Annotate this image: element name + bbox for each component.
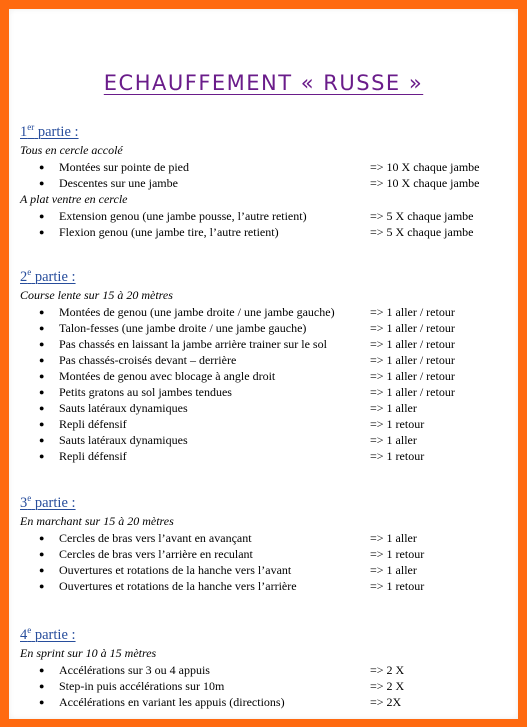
section-number-suffix: e bbox=[27, 267, 32, 277]
exercise-repetition: => 2 X bbox=[370, 679, 405, 693]
section-number-suffix: e bbox=[27, 625, 32, 635]
list-item bbox=[9, 546, 518, 562]
exercise-name: Montées sur pointe de pied bbox=[59, 160, 189, 174]
list-item bbox=[9, 208, 518, 224]
exercise-repetition: => 1 retour bbox=[370, 449, 425, 463]
exercise-name: Accélérations en variant les appuis (directions) bbox=[59, 695, 285, 709]
exercise-repetition: => 1 aller bbox=[370, 433, 417, 447]
exercise-name: Talon-fesses (une jambe droite / une jambe gauche) bbox=[59, 321, 307, 335]
bullet-icon: ● bbox=[39, 178, 45, 188]
exercise-name: Pas chassés en laissant la jambe arrière trainer sur le sol bbox=[59, 337, 327, 351]
bullet-icon: ● bbox=[39, 533, 45, 543]
bullet-icon: ● bbox=[39, 355, 45, 365]
exercise-repetition: => 2 X bbox=[370, 663, 405, 677]
list-item bbox=[9, 400, 518, 416]
section-heading bbox=[20, 493, 76, 512]
list-item bbox=[9, 175, 518, 191]
section-word: partie : bbox=[31, 626, 76, 643]
exercise-name: Pas chassés-croisés devant – derrière bbox=[59, 353, 237, 367]
exercise-name: Extension genou (une jambe pousse, l’autre retient) bbox=[59, 209, 307, 223]
exercise-name: Sauts latéraux dynamiques bbox=[59, 433, 188, 447]
section-word: partie : bbox=[31, 268, 76, 285]
section-heading bbox=[20, 122, 79, 141]
bullet-icon: ● bbox=[39, 307, 45, 317]
exercise-name: Ouvertures et rotations de la hanche vers l’avant bbox=[59, 563, 292, 577]
exercise-name: Montées de genou avec blocage à angle droit bbox=[59, 369, 276, 383]
exercise-repetition: => 1 aller / retour bbox=[370, 337, 455, 351]
document-page bbox=[9, 9, 518, 719]
bullet-icon: ● bbox=[39, 697, 45, 707]
bullet-icon: ● bbox=[39, 339, 45, 349]
exercise-name: Montées de genou (une jambe droite / une jambe gauche) bbox=[59, 305, 335, 319]
list-item bbox=[9, 530, 518, 546]
exercise-repetition: => 1 aller bbox=[370, 401, 417, 415]
list-item bbox=[9, 662, 518, 678]
list-item bbox=[9, 432, 518, 448]
list-item bbox=[9, 336, 518, 352]
exercise-repetition: => 1 aller bbox=[370, 531, 417, 545]
list-item bbox=[9, 416, 518, 432]
list-item bbox=[9, 368, 518, 384]
bullet-icon: ● bbox=[39, 162, 45, 172]
bullet-icon: ● bbox=[39, 451, 45, 461]
bullet-icon: ● bbox=[39, 419, 45, 429]
exercise-repetition: => 1 aller / retour bbox=[370, 305, 455, 319]
list-item bbox=[9, 159, 518, 175]
section-heading bbox=[20, 267, 76, 286]
section-subtitle: En marchant sur 15 à 20 mètres bbox=[20, 514, 174, 528]
exercise-repetition: => 1 aller bbox=[370, 563, 417, 577]
list-item bbox=[9, 224, 518, 240]
exercise-name: Repli défensif bbox=[59, 417, 127, 431]
exercise-name: Ouvertures et rotations de la hanche vers l’arrière bbox=[59, 579, 297, 593]
exercise-repetition: => 5 X chaque jambe bbox=[370, 225, 474, 239]
exercise-name: Step-in puis accélérations sur 10m bbox=[59, 679, 225, 693]
section-heading bbox=[20, 625, 76, 644]
exercise-name: Accélérations sur 3 ou 4 appuis bbox=[59, 663, 210, 677]
exercise-repetition: => 2X bbox=[370, 695, 402, 709]
exercise-name: Descentes sur une jambe bbox=[59, 176, 178, 190]
section-number: 3 bbox=[20, 494, 28, 511]
exercise-repetition: => 1 aller / retour bbox=[370, 321, 455, 335]
section-subtitle: Tous en cercle accolé bbox=[20, 143, 123, 157]
bullet-icon: ● bbox=[39, 323, 45, 333]
bullet-icon: ● bbox=[39, 549, 45, 559]
section-number-suffix: e bbox=[27, 493, 32, 503]
section-number-suffix: er bbox=[27, 122, 35, 132]
list-item bbox=[9, 384, 518, 400]
list-item bbox=[9, 578, 518, 594]
bullet-icon: ● bbox=[39, 371, 45, 381]
exercise-name: Petits gratons au sol jambes tendues bbox=[59, 385, 232, 399]
section-subtitle: En sprint sur 10 à 15 mètres bbox=[20, 646, 157, 660]
exercise-repetition: => 1 aller / retour bbox=[370, 369, 455, 383]
exercise-repetition: => 10 X chaque jambe bbox=[370, 176, 480, 190]
exercise-name: Flexion genou (une jambe tire, l’autre retient) bbox=[59, 225, 279, 239]
bullet-icon: ● bbox=[39, 665, 45, 675]
section-word: partie : bbox=[34, 123, 79, 140]
bullet-icon: ● bbox=[39, 211, 45, 221]
exercise-repetition: => 1 aller / retour bbox=[370, 385, 455, 399]
page-title bbox=[9, 71, 518, 95]
list-item bbox=[9, 694, 518, 710]
exercise-repetition: => 1 retour bbox=[370, 579, 425, 593]
section-number: 1 bbox=[20, 123, 28, 140]
bullet-icon: ● bbox=[39, 565, 45, 575]
exercise-name: Repli défensif bbox=[59, 449, 127, 463]
section-number: 4 bbox=[20, 626, 28, 643]
list-item bbox=[9, 352, 518, 368]
list-item bbox=[9, 320, 518, 336]
bullet-icon: ● bbox=[39, 227, 45, 237]
bullet-icon: ● bbox=[39, 681, 45, 691]
section-subtitle: Course lente sur 15 à 20 mètres bbox=[20, 288, 173, 302]
section-subtitle: A plat ventre en cercle bbox=[20, 192, 128, 206]
bullet-icon: ● bbox=[39, 387, 45, 397]
list-item bbox=[9, 304, 518, 320]
list-item bbox=[9, 678, 518, 694]
exercise-repetition: => 10 X chaque jambe bbox=[370, 160, 480, 174]
exercise-name: Sauts latéraux dynamiques bbox=[59, 401, 188, 415]
exercise-repetition: => 1 retour bbox=[370, 417, 425, 431]
exercise-repetition: => 1 retour bbox=[370, 547, 425, 561]
bullet-icon: ● bbox=[39, 581, 45, 591]
bullet-icon: ● bbox=[39, 435, 45, 445]
exercise-repetition: => 1 aller / retour bbox=[370, 353, 455, 367]
section-word: partie : bbox=[31, 494, 76, 511]
bullet-icon: ● bbox=[39, 403, 45, 413]
exercise-name: Cercles de bras vers l’avant en avançant bbox=[59, 531, 252, 545]
exercise-repetition: => 5 X chaque jambe bbox=[370, 209, 474, 223]
list-item bbox=[9, 562, 518, 578]
page-title-text: ECHAUFFEMENT « RUSSE » bbox=[103, 71, 424, 95]
section-number: 2 bbox=[20, 268, 28, 285]
exercise-name: Cercles de bras vers l’arrière en reculant bbox=[59, 547, 253, 561]
list-item bbox=[9, 448, 518, 464]
